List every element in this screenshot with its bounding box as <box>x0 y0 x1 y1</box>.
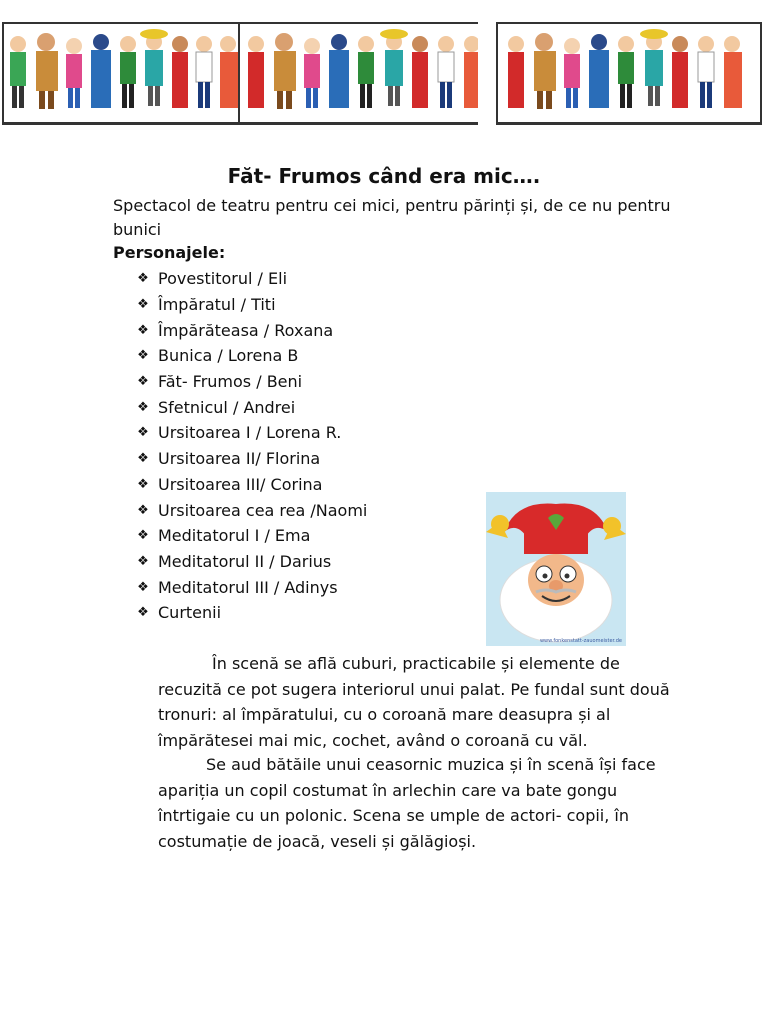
character-name: Ursitoarea cea rea /Naomi <box>158 500 368 520</box>
characters-list <box>136 266 367 626</box>
diamond-bullet-icon: ❖ <box>137 553 149 569</box>
character-name: Ursitoarea I / Lorena R. <box>158 423 342 443</box>
list-item <box>136 317 367 343</box>
list-item <box>136 497 367 523</box>
jester-illustration <box>486 492 626 646</box>
header-banner <box>0 22 762 122</box>
diamond-bullet-icon: ❖ <box>137 399 149 415</box>
character-name: Făt- Frumos / Beni <box>158 372 303 392</box>
character-name: Împăratul / Titi <box>158 295 276 315</box>
stage-description-paragraph <box>158 651 678 753</box>
banner-segment <box>238 22 478 125</box>
children-costumes-image <box>498 24 760 122</box>
document-subtitle: Spectacol de teatru pentru cei mici, pentru părinți și, de ce nu pentru bunici <box>113 196 671 239</box>
paragraph-line: întrtigaie cu un polonic. Scena se umple de actori- copii, în <box>158 806 629 825</box>
list-item <box>136 574 367 600</box>
paragraph-line: apariția un copil costumat în arlechin care va bate gongu <box>158 780 618 800</box>
list-item <box>136 266 367 292</box>
characters-heading: Personajele: <box>113 243 226 262</box>
paragraph-line: recuzită ce pot sugera interiorul unui palat. Pe fundal sunt două <box>158 679 670 699</box>
diamond-bullet-icon: ❖ <box>137 451 149 467</box>
illustration-caption: www.fonkenstatt-zauomeister.de <box>539 638 622 644</box>
character-name: Împărăteasa / Roxana <box>158 320 334 340</box>
list-item <box>136 472 367 498</box>
paragraph-line: împărătesei mai mic, cochet, având o coroană cu văl. <box>158 730 588 750</box>
diamond-bullet-icon: ❖ <box>137 476 149 492</box>
paragraph-line: costumație de joacă, veseli și gălăgioși. <box>158 831 477 851</box>
list-item <box>136 549 367 575</box>
paragraph-line: tronuri: al împăratului, cu o coroană mare deasupra și al <box>158 705 611 724</box>
paragraph-line: Se aud bătăile unui ceasornic muzica și în scenă își face <box>206 755 656 774</box>
character-name: Meditatorul II / Darius <box>158 551 332 571</box>
diamond-bullet-icon: ❖ <box>137 297 149 313</box>
list-item <box>136 420 367 446</box>
diamond-bullet-icon: ❖ <box>137 348 149 364</box>
character-name: Curtenii <box>158 603 222 623</box>
character-name: Sfetnicul / Andrei <box>158 397 296 417</box>
character-name: Meditatorul III / Adinys <box>158 577 338 597</box>
diamond-bullet-icon: ❖ <box>137 271 149 287</box>
children-costumes-image <box>4 24 242 122</box>
diamond-bullet-icon: ❖ <box>137 528 149 544</box>
banner-segment <box>496 22 762 125</box>
diamond-bullet-icon: ❖ <box>137 322 149 338</box>
children-costumes-image <box>240 24 478 122</box>
list-item <box>136 600 367 626</box>
diamond-bullet-icon: ❖ <box>137 374 149 390</box>
banner-segment <box>2 22 242 125</box>
paragraph-line: În scenă se află cuburi, practicabile și elemente de <box>212 654 620 673</box>
scene-action-paragraph <box>158 752 678 854</box>
character-name: Ursitoarea III/ Corina <box>158 474 323 494</box>
character-name: Meditatorul I / Ema <box>158 526 311 546</box>
character-name: Bunica / Lorena B <box>158 346 299 366</box>
character-name: Ursitoarea II/ Florina <box>158 449 321 469</box>
character-name: Povestitorul / Eli <box>158 269 288 289</box>
list-item <box>136 369 367 395</box>
list-item <box>136 343 367 369</box>
diamond-bullet-icon: ❖ <box>137 425 149 441</box>
document-title: Făt- Frumos când era mic…. <box>227 164 541 188</box>
list-item <box>136 446 367 472</box>
diamond-bullet-icon: ❖ <box>137 579 149 595</box>
list-item <box>136 523 367 549</box>
list-item <box>136 292 367 318</box>
list-item <box>136 394 367 420</box>
diamond-bullet-icon: ❖ <box>137 502 149 518</box>
diamond-bullet-icon: ❖ <box>137 605 149 621</box>
